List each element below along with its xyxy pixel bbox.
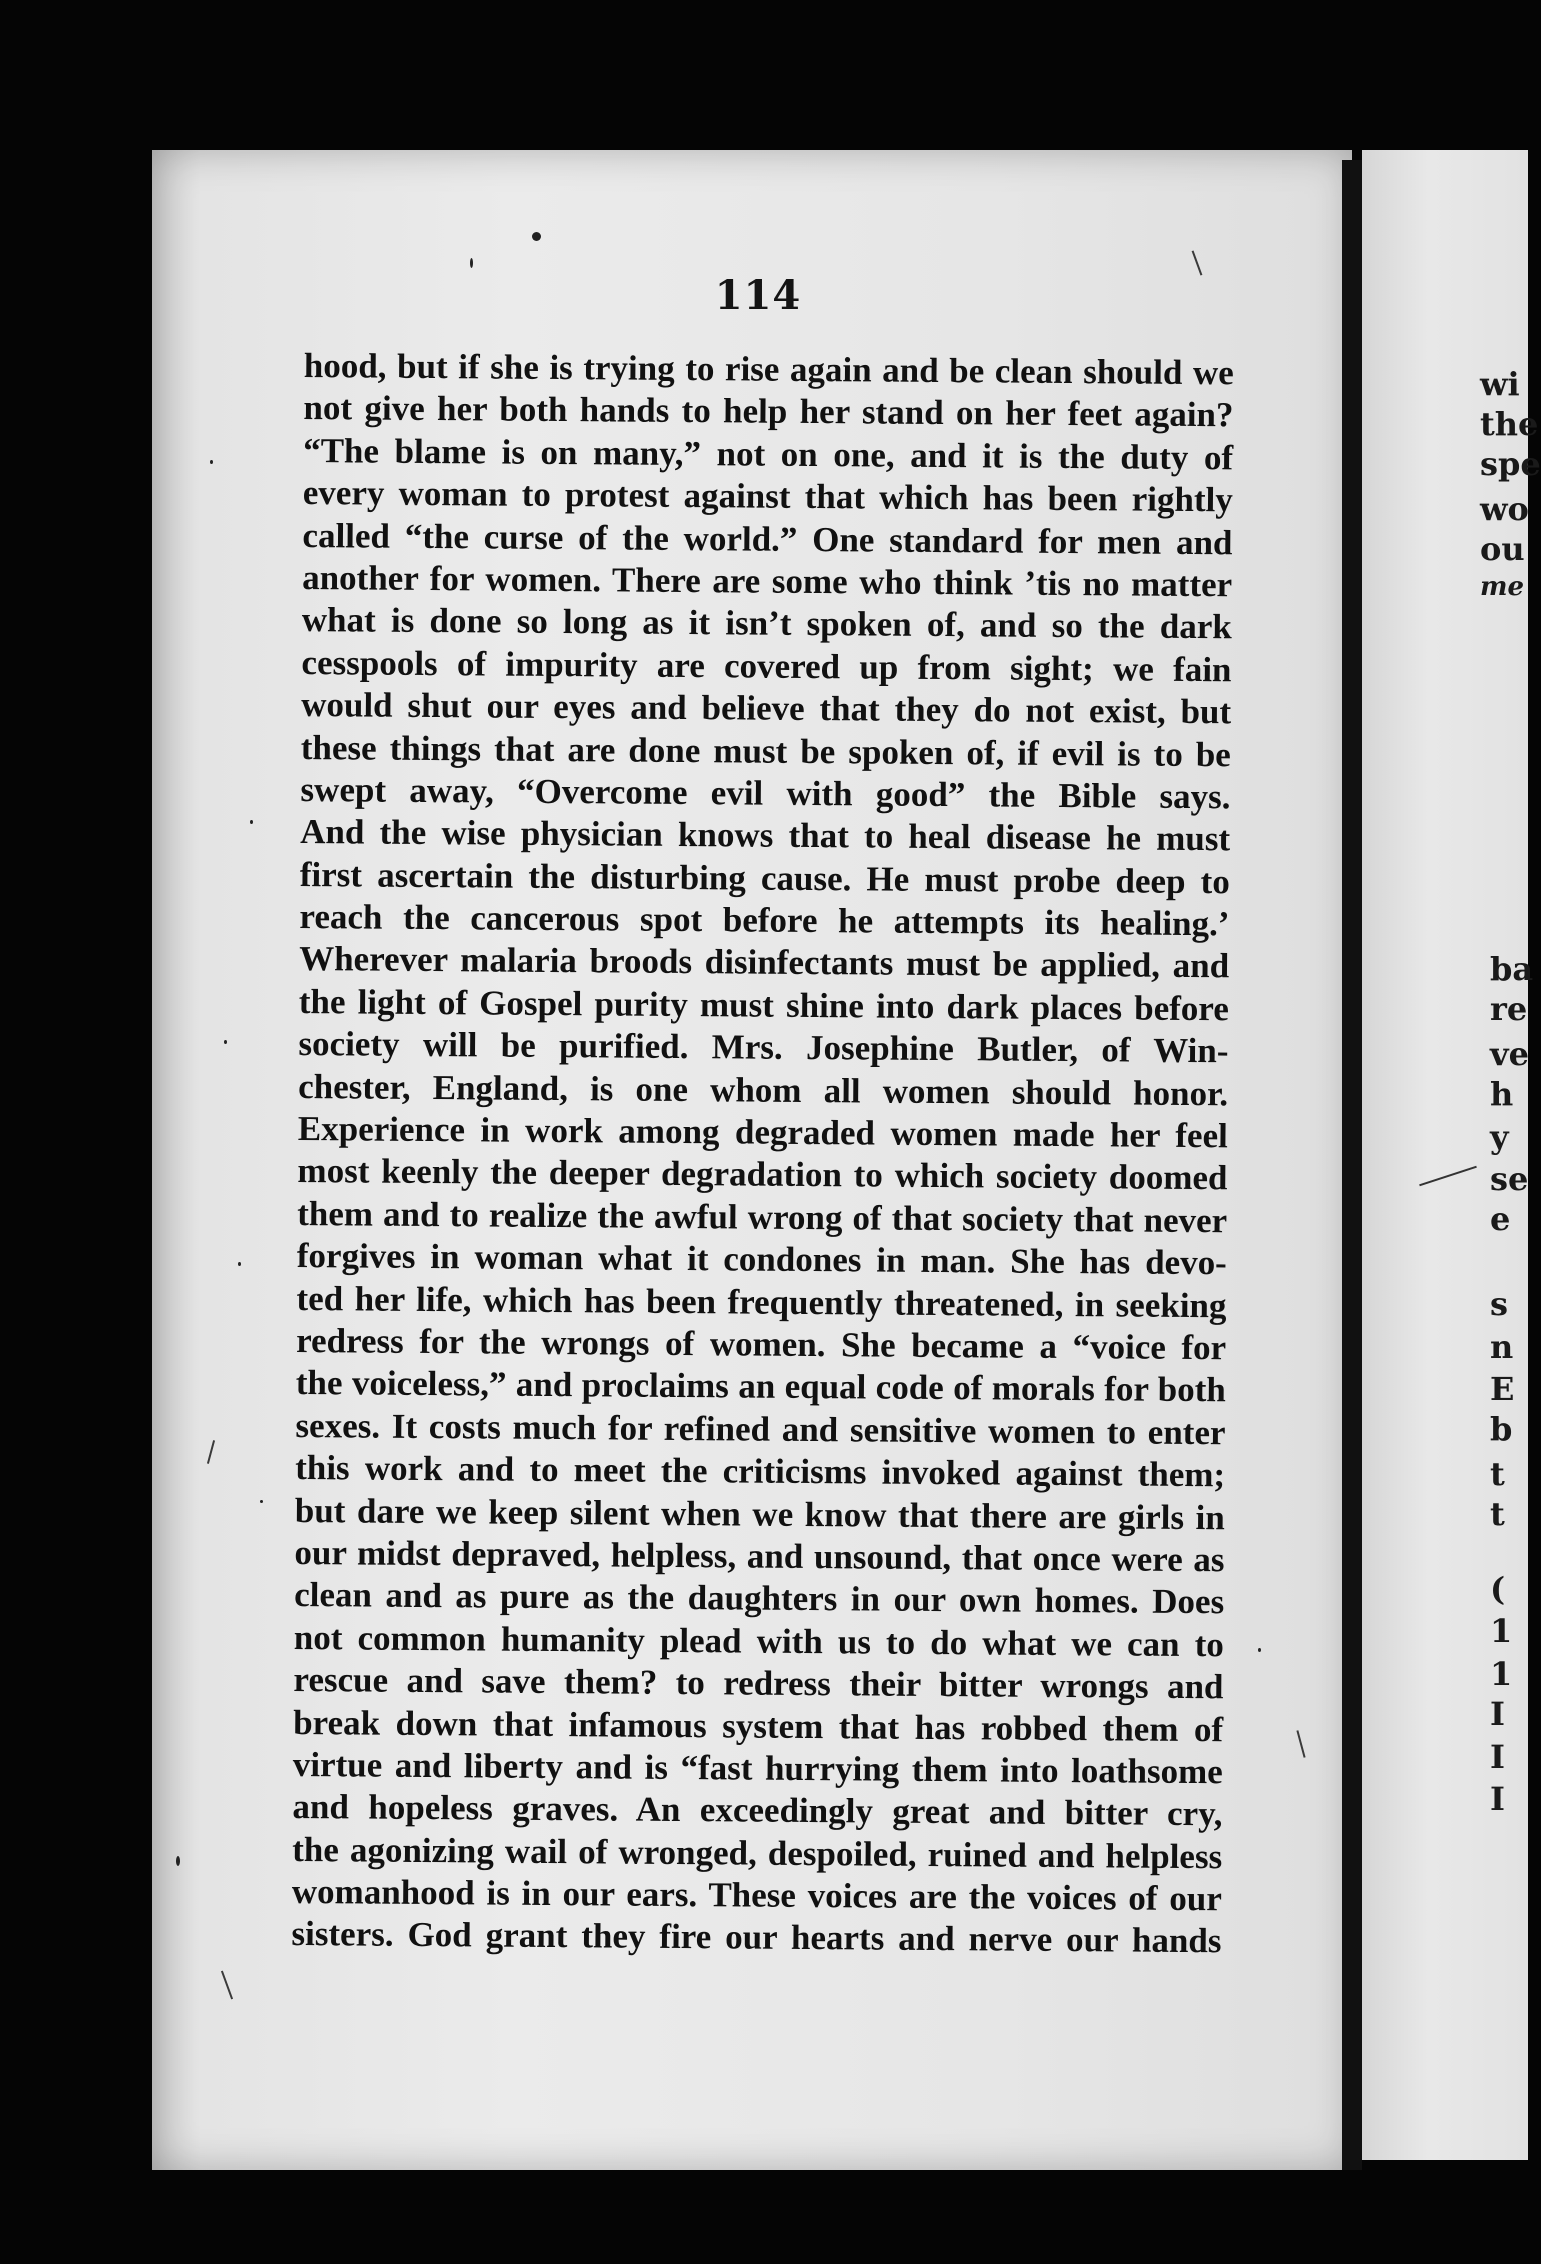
facing-page-fragment: n <box>1490 1328 1514 1366</box>
text-line: forgives in woman what it condones in man. She has devo- <box>296 1236 1227 1283</box>
text-line: another for women. There are some who think ’tis no matter <box>302 557 1233 605</box>
scan-speck <box>210 460 213 464</box>
facing-page-fragment: ou <box>1480 530 1525 568</box>
facing-page-fragment: wi <box>1480 365 1520 403</box>
text-line: would shut our eyes and believe that they do not exist, but <box>301 685 1232 732</box>
facing-page-fragment: I <box>1490 1738 1505 1776</box>
scan-speck <box>260 1500 263 1503</box>
facing-page-fragment: me <box>1480 572 1525 602</box>
text-line: “The blame is on many,” not on one, and it is the duty of <box>303 430 1234 478</box>
scan-speck <box>238 1262 241 1266</box>
text-line: And the wise physician knows that to heal disease he must <box>300 812 1231 859</box>
scan-speck <box>1258 1648 1261 1652</box>
facing-page-fragment: spe <box>1480 445 1541 483</box>
text-line: this work and to meet the criticisms invoked against them; <box>295 1448 1226 1495</box>
text-line: redress for the wrongs of women. She became a “voice for <box>296 1320 1227 1368</box>
text-line: womanhood is in our ears. These voices are the voices of our <box>291 1872 1222 1919</box>
facing-page-fragment: t <box>1490 1495 1505 1533</box>
scan-speck <box>250 820 253 824</box>
facing-page-fragment: E <box>1490 1370 1515 1408</box>
facing-page-fragment: y <box>1490 1118 1509 1156</box>
text-line: the light of Gospel purity must shine into dark places before <box>298 981 1229 1029</box>
facing-page-fragment: 1 <box>1490 1655 1513 1693</box>
scan-speck <box>470 258 473 268</box>
facing-page-fragment: e <box>1490 1200 1511 1238</box>
text-line: virtue and liberty and is “fast hurrying them into loathsome <box>292 1744 1223 1792</box>
page-number-text: 114 <box>714 272 802 319</box>
text-line: ted her life, which has been frequently threatened, in seeking <box>296 1278 1227 1325</box>
facing-page-fragment: I <box>1490 1780 1505 1818</box>
facing-page-fragment: ( <box>1490 1570 1506 1608</box>
facing-page-fragment: ve <box>1490 1035 1529 1073</box>
text-line: the agonizing wail of wronged, despoiled, ruined and helpless <box>292 1829 1223 1876</box>
scan-speck <box>532 232 541 241</box>
text-line: and hopeless graves. An exceedingly great and bitter cry, <box>292 1787 1223 1834</box>
text-line: not common humanity plead with us to do what we can to <box>293 1617 1224 1664</box>
facing-page-fragment: I <box>1490 1695 1505 1733</box>
text-line: swept away, “Overcome evil with good” the Bible says. <box>300 769 1231 817</box>
facing-page-fragment: t <box>1490 1455 1505 1493</box>
text-line: reach the cancerous spot before he attempts its healing.’ <box>299 897 1230 944</box>
text-line: society will be purified. Mrs. Josephine Butler, of Win- <box>298 1024 1229 1071</box>
facing-page-fragment: se <box>1490 1160 1529 1198</box>
page-gutter <box>1342 160 1362 2170</box>
facing-page-fragment: b <box>1490 1410 1513 1448</box>
text-line: hood, but if she is trying to rise again and be clean should we <box>303 345 1234 393</box>
text-line: the voiceless,” and proclaims an equal code of morals for both <box>295 1363 1226 1410</box>
text-line: Experience in work among degraded women made her feel <box>297 1109 1228 1156</box>
scan-speck <box>176 1856 180 1866</box>
text-line: chester, England, is one whom all women should honor. <box>298 1066 1229 1113</box>
text-line: sexes. It costs much for refined and sensitive women to enter <box>295 1405 1226 1453</box>
scan-speck <box>224 1040 227 1044</box>
text-line: these things that are done must be spoken of, if evil is to be <box>300 727 1231 774</box>
text-line: rescue and save them? to redress their bitter wrongs and <box>293 1660 1224 1707</box>
text-line: our midst depraved, helpless, and unsound, that once were as <box>294 1532 1225 1580</box>
body-text <box>291 345 1234 1963</box>
facing-page-fragment: the <box>1480 405 1539 443</box>
page-number <box>0 272 1528 319</box>
facing-page-fragment: wo <box>1480 490 1529 528</box>
text-line: not give her both hands to help her stand on her feet again? <box>303 388 1234 435</box>
facing-page-fragment: 1 <box>1490 1612 1513 1650</box>
text-line: but dare we keep silent when we know that there are girls in <box>294 1490 1225 1537</box>
text-line: what is done so long as it isn’t spoken of, and so the dark <box>301 600 1232 647</box>
text-line: clean and as pure as the daughters in our own homes. Does <box>294 1575 1225 1622</box>
facing-page-fragment: h <box>1490 1075 1514 1113</box>
text-line: most keenly the deeper degradation to which society doomed <box>297 1151 1228 1198</box>
text-line: every woman to protest against that which has been rightly <box>302 473 1233 520</box>
text-line: them and to realize the awful wrong of that society that never <box>297 1193 1228 1241</box>
text-line: sisters. God grant they fire our hearts and nerve our hands <box>291 1914 1222 1961</box>
text-line: break down that infamous system that has robbed them of <box>293 1702 1224 1749</box>
text-line: cesspools of impurity are covered up from sight; we fain <box>301 642 1232 690</box>
facing-page-fragment: s <box>1490 1285 1509 1323</box>
facing-page-fragment: ba <box>1490 950 1534 988</box>
text-line: first ascertain the disturbing cause. He must probe deep to <box>299 854 1230 901</box>
facing-page-fragment: re <box>1490 990 1528 1028</box>
text-line: Wherever malaria broods disinfectants must be applied, and <box>299 939 1230 986</box>
text-line: called “the curse of the world.” One standard for men and <box>302 515 1233 562</box>
